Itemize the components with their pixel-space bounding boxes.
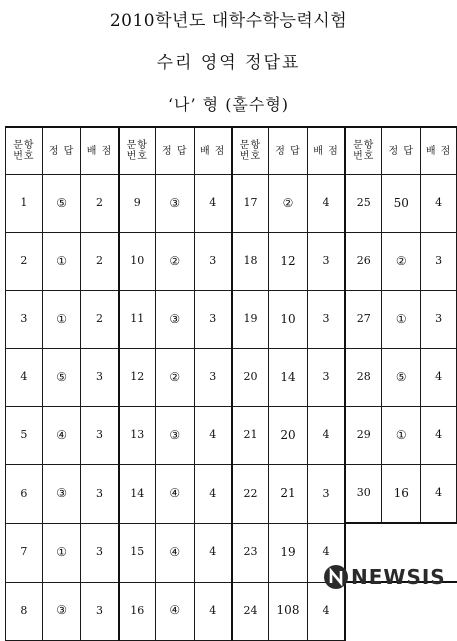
question-number: 24 [232, 582, 269, 640]
question-number: 20 [232, 349, 269, 407]
score-value: 3 [307, 465, 345, 524]
answer-value: 50 [382, 175, 421, 233]
score-value: 3 [81, 349, 119, 407]
question-number: 10 [119, 233, 156, 291]
answer-value: ② [155, 233, 194, 291]
header-score: 배 점 [421, 127, 457, 175]
answer-value: 19 [269, 523, 308, 582]
answer-value: ⑤ [42, 349, 81, 407]
newsis-logo-mark-icon [323, 564, 349, 590]
answer-value: ③ [155, 407, 194, 465]
question-number: 28 [345, 349, 382, 407]
question-number: 16 [119, 582, 156, 640]
question-number: 19 [232, 291, 269, 349]
score-value: 3 [307, 233, 345, 291]
score-value: 4 [194, 465, 232, 524]
question-number: 26 [345, 233, 382, 291]
score-value: 3 [307, 349, 345, 407]
header-answer: 정 답 [42, 127, 81, 175]
page-subtitle: 수리 영역 정답표 [156, 53, 301, 73]
question-number: 27 [345, 291, 382, 349]
exam-type-label: ‘나’ 형 (홀수형) [167, 95, 290, 114]
header-no: 문항 번호 [119, 127, 156, 175]
answer-value: 108 [269, 582, 308, 640]
header-no: 문항 번호 [6, 127, 43, 175]
answer-value: ① [382, 291, 421, 349]
question-number: 23 [232, 523, 269, 582]
answer-value: ② [155, 349, 194, 407]
score-value: 3 [421, 291, 457, 349]
score-value: 3 [194, 233, 232, 291]
answer-value: ① [382, 407, 421, 465]
page-title: 2010학년도 대학수학능력시험 [109, 11, 348, 31]
question-number: 2 [6, 233, 43, 291]
score-value: 3 [81, 523, 119, 582]
score-value: 4 [307, 523, 345, 582]
table-row [6, 233, 457, 291]
newsis-logo-text: NEWSIS [351, 565, 446, 589]
newsis-logo [323, 562, 453, 592]
header-answer: 정 답 [155, 127, 194, 175]
answer-value: ① [42, 233, 81, 291]
answer-value: ⑤ [42, 175, 81, 233]
question-number: 14 [119, 465, 156, 524]
answer-value: ② [382, 233, 421, 291]
score-value: 4 [307, 175, 345, 233]
score-value: 3 [307, 291, 345, 349]
score-value: 3 [194, 349, 232, 407]
table-row [6, 407, 457, 465]
score-value: 3 [81, 407, 119, 465]
header-score: 배 점 [307, 127, 345, 175]
question-number: 6 [6, 465, 43, 524]
question-number: 9 [119, 175, 156, 233]
question-number: 18 [232, 233, 269, 291]
answer-value: ③ [42, 465, 81, 524]
question-number: 8 [6, 582, 43, 640]
question-number: 12 [119, 349, 156, 407]
answer-value: 12 [269, 233, 308, 291]
score-value: 4 [307, 582, 345, 640]
header-no: 문항 번호 [232, 127, 269, 175]
score-value: 3 [194, 291, 232, 349]
question-number: 22 [232, 465, 269, 524]
question-number: 13 [119, 407, 156, 465]
table-row [6, 349, 457, 407]
answer-value: ④ [155, 465, 194, 524]
table-row [6, 175, 457, 233]
answer-value: ④ [155, 523, 194, 582]
header-score: 배 점 [194, 127, 232, 175]
answer-value: ③ [155, 291, 194, 349]
header-score: 배 점 [81, 127, 119, 175]
question-number: 5 [6, 407, 43, 465]
score-value: 2 [81, 175, 119, 233]
score-value: 4 [194, 582, 232, 640]
score-value: 3 [81, 582, 119, 640]
table-header-row [6, 127, 457, 175]
answer-value: ① [42, 291, 81, 349]
answer-value: ④ [42, 407, 81, 465]
score-value: 4 [421, 407, 457, 465]
question-number: 4 [6, 349, 43, 407]
question-number: 3 [6, 291, 43, 349]
score-value: 4 [421, 349, 457, 407]
question-number: 11 [119, 291, 156, 349]
question-number: 15 [119, 523, 156, 582]
question-number: 25 [345, 175, 382, 233]
question-number: 21 [232, 407, 269, 465]
answer-value: ③ [155, 175, 194, 233]
table-row [6, 465, 457, 524]
answer-value: ⑤ [382, 349, 421, 407]
answer-value: 14 [269, 349, 308, 407]
question-number: 1 [6, 175, 43, 233]
answer-value: 16 [382, 465, 421, 524]
header-no: 문항 번호 [345, 127, 382, 175]
score-value: 4 [307, 407, 345, 465]
answer-value: ② [269, 175, 308, 233]
answer-value: 20 [269, 407, 308, 465]
answer-value: 10 [269, 291, 308, 349]
score-value: 3 [81, 465, 119, 524]
header-answer: 정 답 [382, 127, 421, 175]
score-value: 4 [194, 407, 232, 465]
answer-value: ④ [155, 582, 194, 640]
score-value: 4 [194, 523, 232, 582]
score-value: 2 [81, 233, 119, 291]
question-number: 29 [345, 407, 382, 465]
answer-value: 21 [269, 465, 308, 524]
score-value: 4 [421, 175, 457, 233]
answer-value: ③ [42, 582, 81, 640]
question-number: 7 [6, 523, 43, 582]
header-answer: 정 답 [269, 127, 308, 175]
question-number: 30 [345, 465, 382, 524]
question-number: 17 [232, 175, 269, 233]
score-value: 3 [421, 233, 457, 291]
answer-value: ① [42, 523, 81, 582]
score-value: 2 [81, 291, 119, 349]
table-row [6, 291, 457, 349]
score-value: 4 [421, 465, 457, 524]
score-value: 4 [194, 175, 232, 233]
